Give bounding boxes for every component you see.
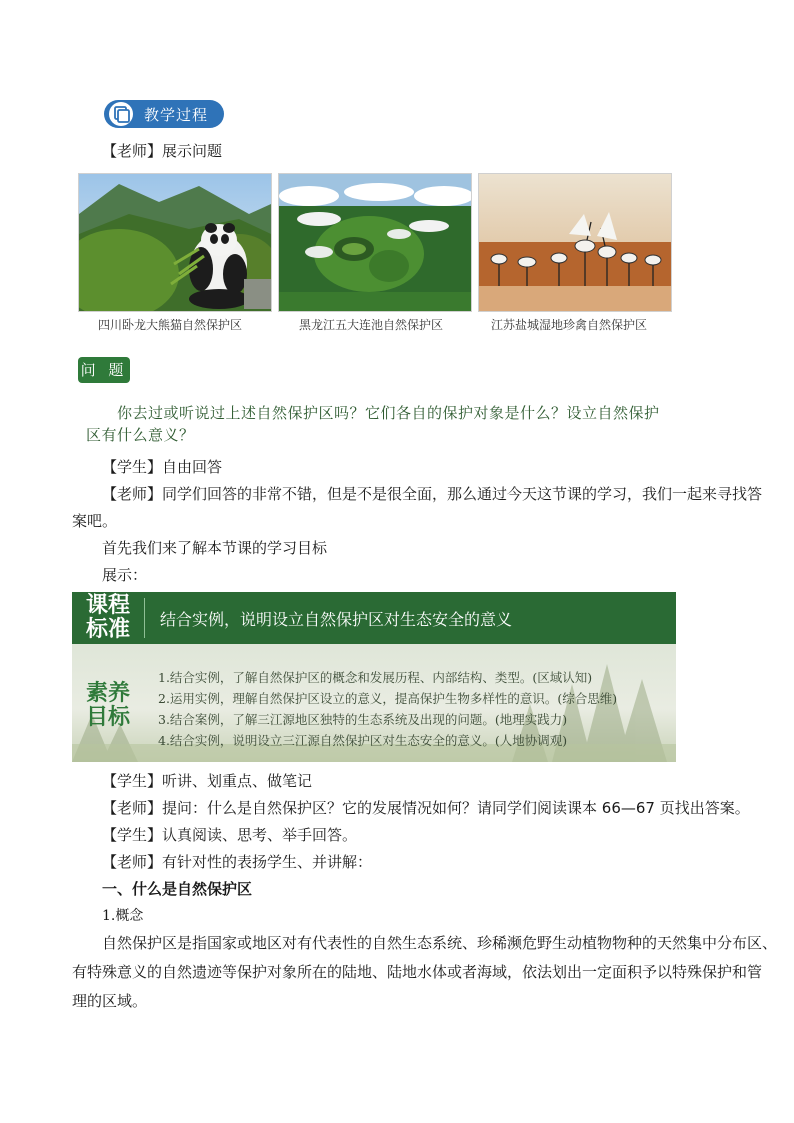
question-line-2: 区有什么意义？	[86, 426, 195, 444]
speaker-text: 提问：什么是自然保护区？它的发展情况如何？请同学们阅读课本 66—67 页找出答案。	[162, 799, 750, 817]
standard-text: 结合实例，说明设立自然保护区对生态安全的意义	[160, 610, 513, 629]
question-tag: 问 题	[78, 357, 130, 383]
show-line: 展示：	[102, 566, 148, 584]
speaker-tag: 【学生】	[102, 458, 163, 476]
student-line	[102, 825, 357, 845]
teacher-line	[102, 798, 750, 818]
photo-caption: 四川卧龙大熊猫自然保护区	[98, 318, 243, 332]
teacher-line-cont: 案吧。	[72, 512, 118, 530]
photo-caption: 黑龙江五大连池自然保护区	[299, 318, 444, 332]
banner-title-line: 素养	[86, 681, 131, 706]
section-heading: 一、什么是自然保护区	[102, 880, 253, 898]
speaker-tag: 【老师】	[102, 799, 163, 817]
banner-title-line: 标准	[86, 617, 131, 642]
photo-yancheng-wetland-reserve	[478, 173, 672, 312]
speaker-tag: 【老师】	[102, 853, 163, 871]
teacher-show-line	[102, 141, 222, 161]
banner-title-objectives	[86, 682, 130, 730]
paragraph-line: 自然保护区是指国家或地区对有代表性的自然生态系统、珍稀濒危野生动植物物种的天然集中分布区、	[102, 934, 778, 952]
banner-title-line: 目标	[86, 705, 131, 730]
speaker-text: 自由回答	[162, 458, 223, 476]
objective-item: 2.运用实例，理解自然保护区设立的意义，提高保护生物多样性的意识。(综合思维)	[158, 691, 618, 706]
photo-caption: 江苏盐城湿地珍禽自然保护区	[491, 318, 648, 332]
student-line	[102, 771, 312, 791]
banner-title-standards	[86, 594, 130, 642]
speaker-text: 听讲、划重点、做笔记	[162, 772, 313, 790]
teacher-line	[102, 852, 372, 872]
speaker-tag: 【学生】	[102, 826, 163, 844]
documents-icon	[108, 101, 136, 127]
photo-panda-reserve	[78, 173, 272, 312]
speaker-text: 有针对性的表扬学生、并讲解：	[162, 853, 373, 871]
speaker-tag: 【学生】	[102, 772, 163, 790]
subheading: 1.概念	[102, 908, 144, 924]
objective-item: 4.结合实例，说明设立三江源自然保护区对生态安全的意义。(人地协调观)	[158, 733, 568, 748]
objective-item: 3.结合案例，了解三江源地区独特的生态系统及出现的问题。(地理实践力)	[158, 712, 568, 727]
section-tag-label: 教学过程	[144, 106, 209, 124]
paragraph-line: 有特殊意义的自然遗迹等保护对象所在的陆地、陆地水体或者海域，依法划出一定面积予以特殊保护和管	[72, 963, 763, 981]
speaker-text: 展示问题	[162, 142, 223, 160]
photo-wudalianchi-reserve	[278, 173, 472, 312]
speaker-tag: 【老师】	[102, 485, 163, 503]
paragraph-line: 理的区域。	[72, 992, 148, 1010]
banner-title-line: 课程	[86, 593, 131, 618]
question-line-1: 你去过或听说过上述自然保护区吗？它们各自的保护对象是什么？设立自然保护	[117, 404, 660, 422]
banner-divider	[144, 598, 145, 638]
intro-line: 首先我们来了解本节课的学习目标	[102, 539, 328, 557]
teacher-line	[102, 484, 762, 504]
student-line	[102, 457, 222, 477]
speaker-tag: 【老师】	[102, 142, 163, 160]
speaker-text: 认真阅读、思考、举手回答。	[162, 826, 358, 844]
course-standards-banner	[72, 592, 676, 762]
objective-item: 1.结合实例，了解自然保护区的概念和发展历程、内部结构、类型。(区域认知)	[158, 670, 593, 685]
speaker-text: 同学们回答的非常不错，但是不是很全面，那么通过今天这节课的学习，我们一起来寻找答	[162, 485, 763, 503]
